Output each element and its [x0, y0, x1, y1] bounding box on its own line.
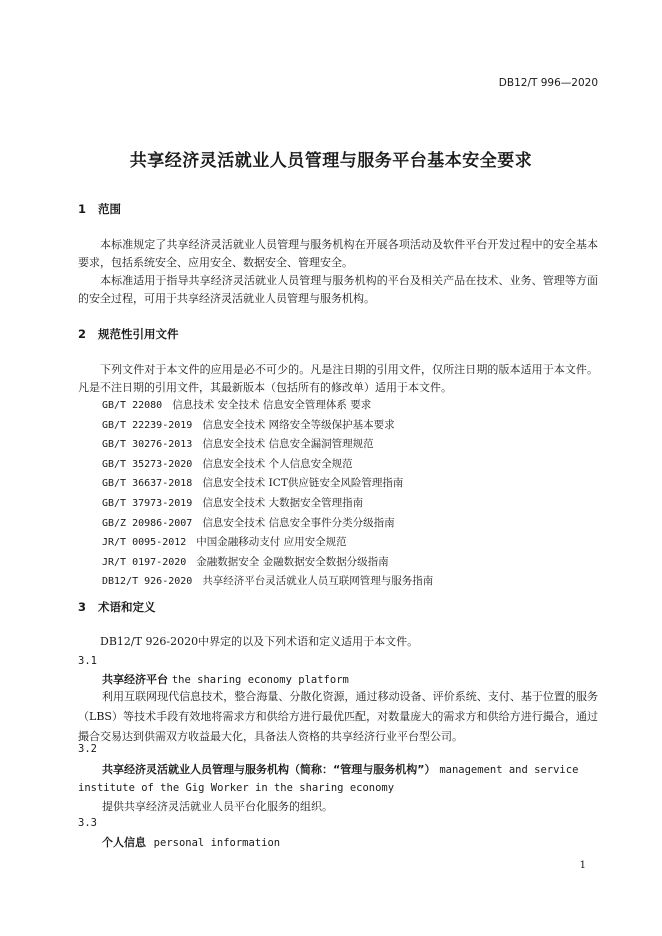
reference-name: 信息安全技术 大数据安全管理指南	[202, 496, 364, 509]
reference-code: GB/Z 20986-2007	[102, 517, 193, 529]
term-number: 3.2	[78, 743, 97, 755]
reference-item	[102, 455, 433, 475]
document-title: 共享经济灵活就业人员管理与服务平台基本安全要求	[129, 151, 533, 171]
term-name-en: the sharing economy platform	[171, 674, 349, 686]
reference-name: 共享经济平台灵活就业人员互联网管理与服务指南	[202, 575, 434, 588]
reference-code: JR/T 0197-2020	[102, 556, 187, 568]
section-number: 1	[78, 202, 87, 216]
paragraph: 下列文件对于本文件的应用是必不可少的。凡是注日期的引用文件，仅所注日期的版本适用于本文件。凡是不注日期的引用文件，其最新版本（包括所有的修改单）适用于本文件。	[78, 363, 598, 394]
reference-name: 信息安全技术 个人信息安全规范	[202, 457, 353, 470]
reference-code: JR/T 0095-2012	[102, 537, 187, 549]
term-name-en: personal information	[153, 837, 281, 849]
reference-item	[102, 533, 433, 553]
section-heading-scope	[78, 201, 121, 217]
reference-code: GB/T 35273-2020	[102, 458, 193, 470]
section-heading-terms	[78, 599, 156, 615]
reference-item	[102, 572, 433, 592]
reference-name: 信息安全技术 ICT供应链安全风险管理指南	[202, 477, 404, 490]
paragraph: 提供共享经济灵活就业人员平台化服务的组织。	[102, 800, 333, 813]
scope-body	[78, 236, 598, 308]
paragraph: DB12/T 926-2020中界定的以及下列术语和定义适用于本文件。	[100, 635, 419, 648]
reference-name: 信息安全技术 信息安全漏洞管理规范	[202, 438, 374, 451]
reference-item	[102, 553, 433, 573]
term-name-zh: 共享经济灵活就业人员管理与服务机构（简称：“管理与服务机构”）	[102, 763, 436, 776]
section-heading-normative	[78, 326, 179, 342]
section-number: 2	[78, 327, 87, 341]
term-name-en: management and service institute of the Gig Worker in the sharing economy	[78, 764, 579, 794]
paragraph: 本标准适用于指导共享经济灵活就业人员管理与服务机构的平台及相关产品在技术、业务、管理等方面的安全过程，可用于共享经济灵活就业人员管理与服务机构。	[78, 274, 598, 305]
term-number: 3.3	[78, 817, 97, 829]
normative-intro	[78, 361, 598, 397]
section-number: 3	[78, 600, 87, 614]
reference-item	[102, 396, 433, 416]
reference-code: GB/T 37973-2019	[102, 497, 193, 509]
term-name-zh: 共享经济平台	[102, 673, 168, 686]
reference-item	[102, 514, 433, 534]
reference-list	[102, 396, 433, 592]
reference-code: DB12/T 926-2020	[102, 576, 193, 588]
section-title: 规范性引用文件	[98, 327, 179, 341]
page-number: 1	[579, 860, 586, 871]
reference-name: 信息技术 安全技术 信息安全管理体系 要求	[172, 399, 372, 411]
reference-code: GB/T 22080	[102, 400, 163, 411]
paragraph: 本标准规定了共享经济灵活就业人员管理与服务机构在开展各项活动及软件平台开发过程中的安全基本要求，包括系统安全、应用安全、数据安全、管理安全。	[78, 238, 598, 269]
term-name	[78, 761, 598, 797]
reference-name: 中国金融移动支付 应用安全规范	[196, 536, 347, 549]
reference-item	[102, 416, 433, 436]
reference-item	[102, 494, 433, 514]
reference-code: GB/T 36637-2018	[102, 478, 193, 490]
terms-intro	[78, 633, 598, 651]
reference-item	[102, 435, 433, 455]
reference-name: 信息安全技术 信息安全事件分类分级指南	[202, 516, 395, 529]
section-title: 范围	[98, 202, 121, 216]
term-name	[102, 834, 280, 850]
document-number: DB12/T 996—2020	[498, 77, 598, 89]
reference-name: 信息安全技术 网络安全等级保护基本要求	[202, 418, 395, 431]
reference-name: 金融数据安全 金融数据安全数据分级指南	[196, 555, 389, 568]
term-definition	[78, 687, 598, 747]
term-number: 3.1	[78, 655, 97, 667]
term-definition	[78, 797, 598, 817]
reference-code: GB/T 22239-2019	[102, 419, 193, 431]
term-name-zh: 个人信息	[102, 836, 146, 849]
paragraph: 利用互联网现代信息技术，整合海量、分散化资源，通过移动设备、评价系统、支付、基于位置的服务（LBS）等技术手段有效地将需求方和供给方进行最优匹配，对数量庞大的需求方和供给方进行撮合，通过撮合交易达到供需双方收益最大化，具备法人资格的共享经济行业平台型公司。	[78, 690, 598, 743]
term-name	[102, 671, 349, 687]
reference-code: GB/T 30276-2013	[102, 439, 193, 451]
section-title: 术语和定义	[98, 600, 156, 614]
reference-item	[102, 474, 433, 494]
